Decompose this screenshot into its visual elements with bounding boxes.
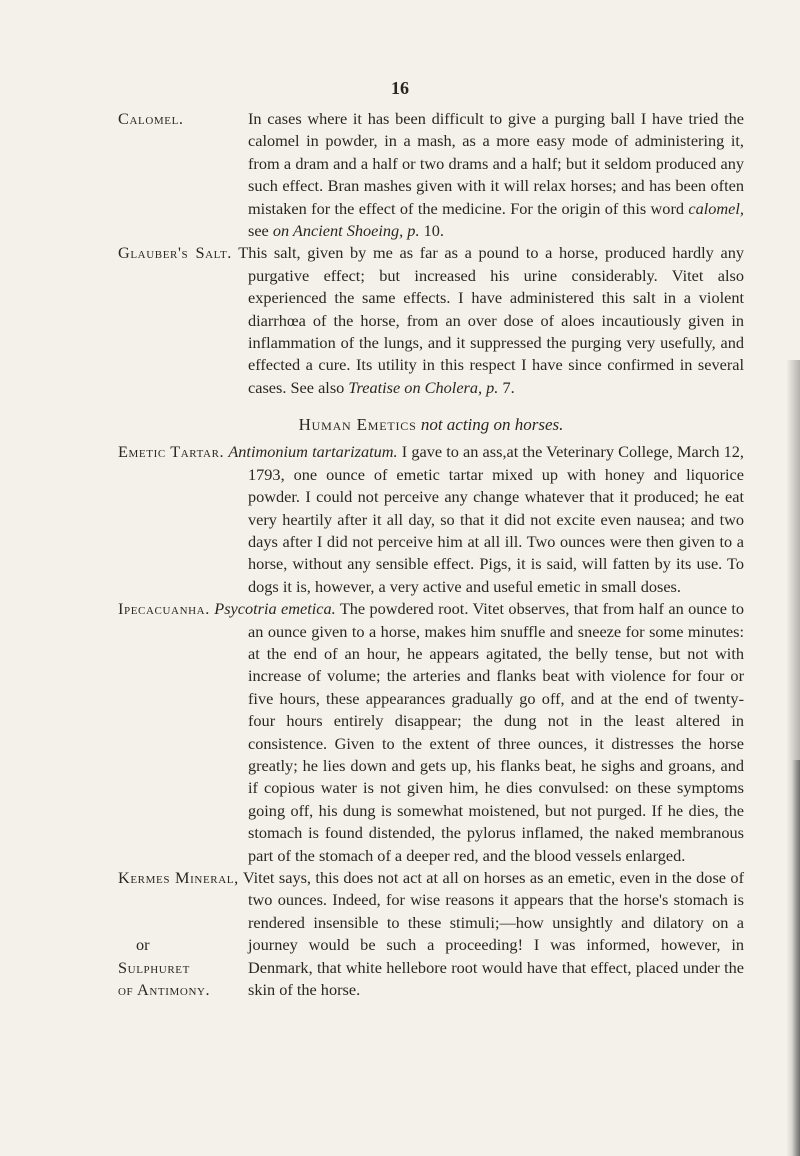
entry-text: I gave to an ass,at the Veterinary College, March 12, 1793, one ounce of emetic tartar mixed up with honey and liquorice powder. I could not perceive any change whatever that it produced; he eat very heartily after it all day, so that it did not excite even nausea; and two days after I did not perceive him at all ill. Two ounces were then given to a horse, without any sensible effect. Pigs, it is said, will fatten by its use. To dogs it is, however, a very active and useful emetic in small doses. xyxy=(248,442,744,596)
section-heading-main: Human Emetics xyxy=(298,415,417,435)
entry-text: 7. xyxy=(498,377,515,397)
entry-glaubers-salt xyxy=(118,242,744,399)
reference-title: on Ancient Shoeing, p. xyxy=(272,221,420,241)
entry-text: Vitet says, this does not act at all on horses as an emetic, even in the dose of two ounces. Indeed, for wise reasons it appears that the horse's stomach is rendered insensible to these stimuli;—how unsightly and dilatory on a journey would be such a proceeding! I was informed, however, in Denmark, that white hellebore root would have that effect, placed under the skin of the horse. xyxy=(238,868,744,1000)
page-body xyxy=(118,108,744,1001)
latin-name: Antimonium tartarizatum. xyxy=(228,442,398,462)
entry-text: see xyxy=(248,221,273,241)
latin-name: Psycotria emetica. xyxy=(214,599,336,619)
reference-title: Treatise on Cholera, p. xyxy=(348,377,499,397)
entry-heading-calomel: Calomel. xyxy=(118,109,184,128)
reference-term: calomel, xyxy=(688,198,744,218)
entry-text: In cases where it has been difficult to give a purging ball I have tried the calomel in powder, in a mash, as a more easy mode of administering it, from a dram and a half or two drams and a half; but it seldom produced any such effect. Bran mashes given with it will relax horses; and has been often mistaken for the effect of the medicine. For the origin of this word xyxy=(248,109,744,218)
entry-heading-ipecacuanha: Ipecacuanha. xyxy=(118,599,210,619)
side-heading-or: or xyxy=(136,935,150,955)
entry-text: The powdered root. Vitet observes, that from half an ounce to an ounce given to a horse, makes him snuffle and sneeze for some minutes: at the end of an hour, he appears agitated, the belly tense, but not with increase of volume; the arteries and flanks beat with violence for four or five hours, these appearances gradually go off, and at the end of twenty-four hours entirely disappear; the dung not in the least altered in consistence. Given to the extent of three ounces, it distresses the horse greatly; he lies down and gets up, his flanks beat, he sighs and groans, and if copious water is not given him, he dies convulsed: on these symptoms going off, his dung is somewhat moistened, but not purged. If he dies, the stomach is found distended, the pylorus inflamed, the naked membranous part of the stomach of a deeper red, and the blood vessels enlarged. xyxy=(248,599,745,865)
side-heading-sulphuret: Sulphuret xyxy=(118,957,190,977)
section-heading xyxy=(118,415,744,435)
section-heading-sub: not acting on horses. xyxy=(420,415,564,435)
page-edge-shadow xyxy=(792,760,800,1156)
entry-text: 10. xyxy=(419,221,444,241)
entry-kermes-mineral xyxy=(118,867,744,1001)
page-number: 16 xyxy=(391,78,409,98)
entry-text: This salt, given by me as far as a pound to a horse, produced hardly any purgative effect; but increased his urine considerably. Vitet also experienced the same effects. I have administered this salt in a violent diarrhœa of the horse, from an over dose of aloes incautiously given in inflammation of the lungs, and it suppressed the purging very usefully, and effected a cure. Its utility in this respect I have since confirmed in several cases. See also xyxy=(231,243,744,397)
entry-ipecacuanha xyxy=(118,598,744,867)
entry-calomel xyxy=(118,108,744,242)
entry-heading-kermes-mineral: Kermes Mineral, xyxy=(118,868,239,887)
entry-heading-emetic-tartar: Emetic Tartar. xyxy=(118,442,225,462)
entry-emetic-tartar xyxy=(118,441,744,598)
side-heading-of-antimony: of Antimony. xyxy=(118,980,211,1000)
entry-heading-glaubers-salt: Glauber's Salt. xyxy=(118,243,232,263)
